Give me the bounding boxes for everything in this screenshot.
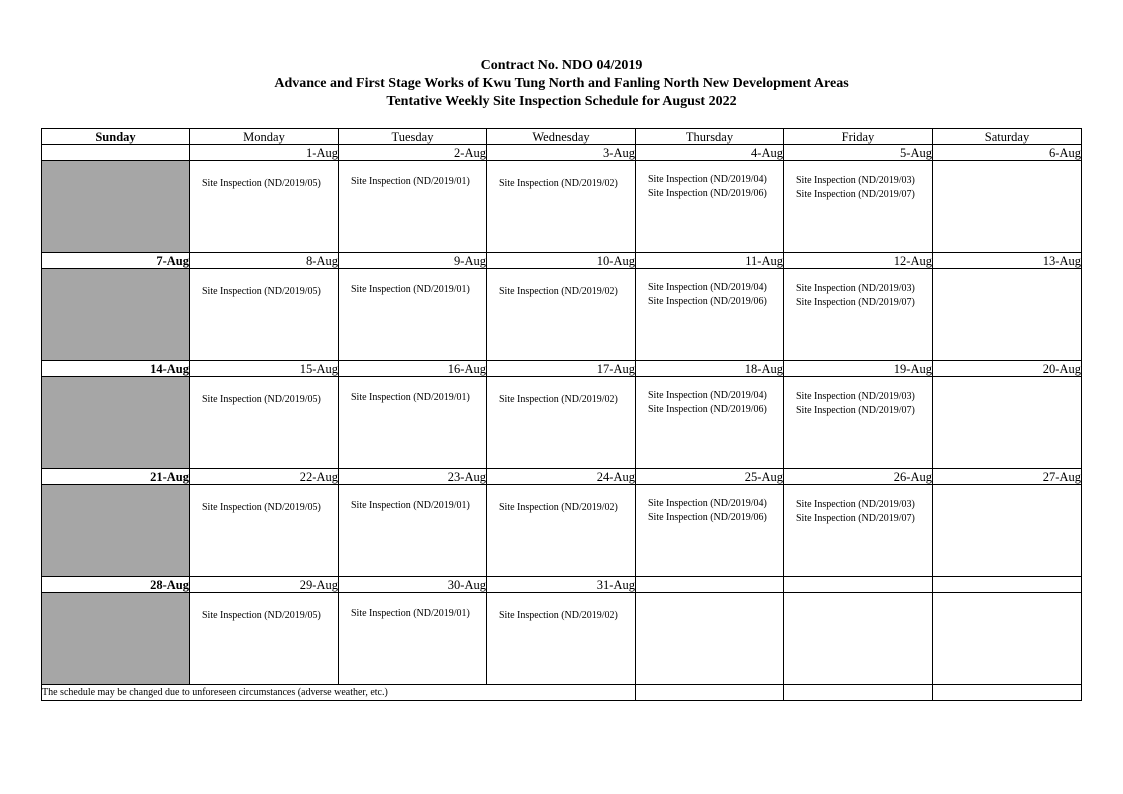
event-list: [190, 269, 338, 299]
event-list: [784, 269, 932, 309]
inspection-event: Site Inspection (ND/2019/05): [202, 502, 321, 513]
date-cell: 17-Aug: [487, 361, 636, 377]
date-cell: 10-Aug: [487, 253, 636, 269]
sunday-shaded-cell: [42, 377, 190, 469]
inspection-event: Site Inspection (ND/2019/07): [796, 404, 915, 416]
calendar-table: [41, 128, 1082, 701]
event-list: [487, 269, 635, 299]
date-cell: [636, 577, 784, 593]
events-row: [42, 593, 1082, 685]
date-row: [42, 469, 1082, 485]
footer-row: [42, 685, 1082, 701]
document-header: [0, 57, 1123, 111]
day-header-friday: Friday: [784, 129, 933, 145]
event-list: [339, 377, 486, 405]
event-list: [636, 269, 783, 308]
inspection-event: Site Inspection (ND/2019/03): [796, 283, 915, 294]
event-list: [487, 377, 635, 407]
date-cell: 11-Aug: [636, 253, 784, 269]
footer-empty-cell: [636, 685, 784, 701]
sunday-shaded-cell: [42, 593, 190, 685]
inspection-event: Site Inspection (ND/2019/02): [499, 394, 618, 405]
event-list: [339, 485, 486, 513]
day-events-cell: [636, 377, 784, 469]
events-row: [42, 377, 1082, 469]
inspection-event: Site Inspection (ND/2019/05): [202, 610, 321, 621]
sunday-shaded-cell: [42, 269, 190, 361]
inspection-event: Site Inspection (ND/2019/04): [648, 282, 767, 293]
event-list: [339, 161, 486, 189]
inspection-event: Site Inspection (ND/2019/02): [499, 610, 618, 621]
date-cell: [784, 577, 933, 593]
day-header-saturday: Saturday: [933, 129, 1082, 145]
date-row: [42, 145, 1082, 161]
inspection-event: Site Inspection (ND/2019/01): [351, 392, 470, 403]
inspection-event: Site Inspection (ND/2019/04): [648, 390, 767, 401]
date-cell: 13-Aug: [933, 253, 1082, 269]
day-events-cell: [784, 269, 933, 361]
event-list: [190, 377, 338, 407]
inspection-event: Site Inspection (ND/2019/06): [648, 403, 767, 415]
day-events-cell: [487, 593, 636, 685]
schedule-note: The schedule may be changed due to unforeseen circumstances (adverse weather, etc.): [42, 685, 636, 701]
contract-title: Contract No. NDO 04/2019: [480, 58, 643, 73]
date-cell: 3-Aug: [487, 145, 636, 161]
footer-empty-cell: [933, 685, 1082, 701]
date-cell: [933, 577, 1082, 593]
inspection-event: Site Inspection (ND/2019/01): [351, 608, 470, 619]
inspection-event: Site Inspection (ND/2019/01): [351, 284, 470, 295]
event-list: [339, 593, 486, 621]
date-cell: 30-Aug: [339, 577, 487, 593]
date-cell: 5-Aug: [784, 145, 933, 161]
date-cell: 14-Aug: [42, 361, 190, 377]
inspection-event: Site Inspection (ND/2019/02): [499, 286, 618, 297]
inspection-event: Site Inspection (ND/2019/07): [796, 296, 915, 308]
event-list: [190, 593, 338, 623]
inspection-event: Site Inspection (ND/2019/04): [648, 498, 767, 509]
date-cell: 26-Aug: [784, 469, 933, 485]
date-cell: 18-Aug: [636, 361, 784, 377]
event-list: [636, 377, 783, 416]
day-events-cell: [339, 485, 487, 577]
date-cell: 12-Aug: [784, 253, 933, 269]
inspection-event: Site Inspection (ND/2019/03): [796, 499, 915, 510]
inspection-event: Site Inspection (ND/2019/05): [202, 394, 321, 405]
date-cell: 2-Aug: [339, 145, 487, 161]
date-cell: 29-Aug: [190, 577, 339, 593]
date-cell: [42, 145, 190, 161]
event-list: [190, 161, 338, 191]
day-events-cell: [190, 377, 339, 469]
calendar-body: [42, 145, 1082, 685]
day-events-cell: [933, 593, 1082, 685]
day-events-cell: [784, 377, 933, 469]
date-row: [42, 253, 1082, 269]
day-events-cell: [339, 377, 487, 469]
date-cell: 22-Aug: [190, 469, 339, 485]
date-cell: 1-Aug: [190, 145, 339, 161]
date-row: [42, 577, 1082, 593]
date-cell: 24-Aug: [487, 469, 636, 485]
inspection-event: Site Inspection (ND/2019/01): [351, 176, 470, 187]
day-events-cell: [190, 485, 339, 577]
project-title: Advance and First Stage Works of Kwu Tung North and Fanling North New Development Areas: [274, 76, 849, 91]
date-cell: 8-Aug: [190, 253, 339, 269]
day-events-cell: [487, 485, 636, 577]
day-events-cell: [339, 269, 487, 361]
day-header-sunday: Sunday: [42, 129, 190, 145]
date-cell: 16-Aug: [339, 361, 487, 377]
inspection-event: Site Inspection (ND/2019/01): [351, 500, 470, 511]
schedule-subtitle: Tentative Weekly Site Inspection Schedule for August 2022: [386, 94, 737, 109]
inspection-event: Site Inspection (ND/2019/06): [648, 187, 767, 199]
event-list: [487, 161, 635, 191]
event-list: [784, 377, 932, 417]
date-cell: 27-Aug: [933, 469, 1082, 485]
date-row: [42, 361, 1082, 377]
day-header-row: [42, 129, 1082, 145]
day-events-cell: [933, 269, 1082, 361]
date-cell: 6-Aug: [933, 145, 1082, 161]
day-events-cell: [487, 269, 636, 361]
footer-empty-cell: [784, 685, 933, 701]
day-header-thursday: Thursday: [636, 129, 784, 145]
date-cell: 7-Aug: [42, 253, 190, 269]
inspection-event: Site Inspection (ND/2019/05): [202, 178, 321, 189]
sunday-shaded-cell: [42, 161, 190, 253]
date-cell: 4-Aug: [636, 145, 784, 161]
event-list: [636, 161, 783, 200]
event-list: [636, 485, 783, 524]
date-cell: 23-Aug: [339, 469, 487, 485]
inspection-event: Site Inspection (ND/2019/03): [796, 175, 915, 186]
inspection-event: Site Inspection (ND/2019/06): [648, 511, 767, 523]
events-row: [42, 161, 1082, 253]
day-events-cell: [190, 593, 339, 685]
date-cell: 15-Aug: [190, 361, 339, 377]
date-cell: 20-Aug: [933, 361, 1082, 377]
inspection-event: Site Inspection (ND/2019/07): [796, 512, 915, 524]
day-header-monday: Monday: [190, 129, 339, 145]
event-list: [190, 485, 338, 515]
events-row: [42, 485, 1082, 577]
date-cell: 28-Aug: [42, 577, 190, 593]
date-cell: 9-Aug: [339, 253, 487, 269]
event-list: [339, 269, 486, 297]
inspection-event: Site Inspection (ND/2019/03): [796, 391, 915, 402]
day-events-cell: [636, 269, 784, 361]
day-events-cell: [487, 377, 636, 469]
sunday-shaded-cell: [42, 485, 190, 577]
inspection-event: Site Inspection (ND/2019/02): [499, 502, 618, 513]
day-events-cell: [784, 593, 933, 685]
day-events-cell: [339, 593, 487, 685]
inspection-event: Site Inspection (ND/2019/04): [648, 174, 767, 185]
date-cell: 25-Aug: [636, 469, 784, 485]
event-list: [487, 593, 635, 623]
event-list: [487, 485, 635, 515]
day-events-cell: [190, 269, 339, 361]
inspection-event: Site Inspection (ND/2019/07): [796, 188, 915, 200]
inspection-event: Site Inspection (ND/2019/02): [499, 178, 618, 189]
date-cell: 31-Aug: [487, 577, 636, 593]
inspection-event: Site Inspection (ND/2019/05): [202, 286, 321, 297]
day-events-cell: [636, 161, 784, 253]
day-events-cell: [487, 161, 636, 253]
day-events-cell: [190, 161, 339, 253]
day-events-cell: [636, 485, 784, 577]
day-events-cell: [933, 485, 1082, 577]
inspection-event: Site Inspection (ND/2019/06): [648, 295, 767, 307]
day-events-cell: [339, 161, 487, 253]
event-list: [784, 161, 932, 201]
events-row: [42, 269, 1082, 361]
day-events-cell: [933, 377, 1082, 469]
day-events-cell: [784, 485, 933, 577]
day-header-wednesday: Wednesday: [487, 129, 636, 145]
date-cell: 21-Aug: [42, 469, 190, 485]
day-events-cell: [784, 161, 933, 253]
event-list: [784, 485, 932, 525]
day-header-tuesday: Tuesday: [339, 129, 487, 145]
day-events-cell: [636, 593, 784, 685]
day-events-cell: [933, 161, 1082, 253]
date-cell: 19-Aug: [784, 361, 933, 377]
